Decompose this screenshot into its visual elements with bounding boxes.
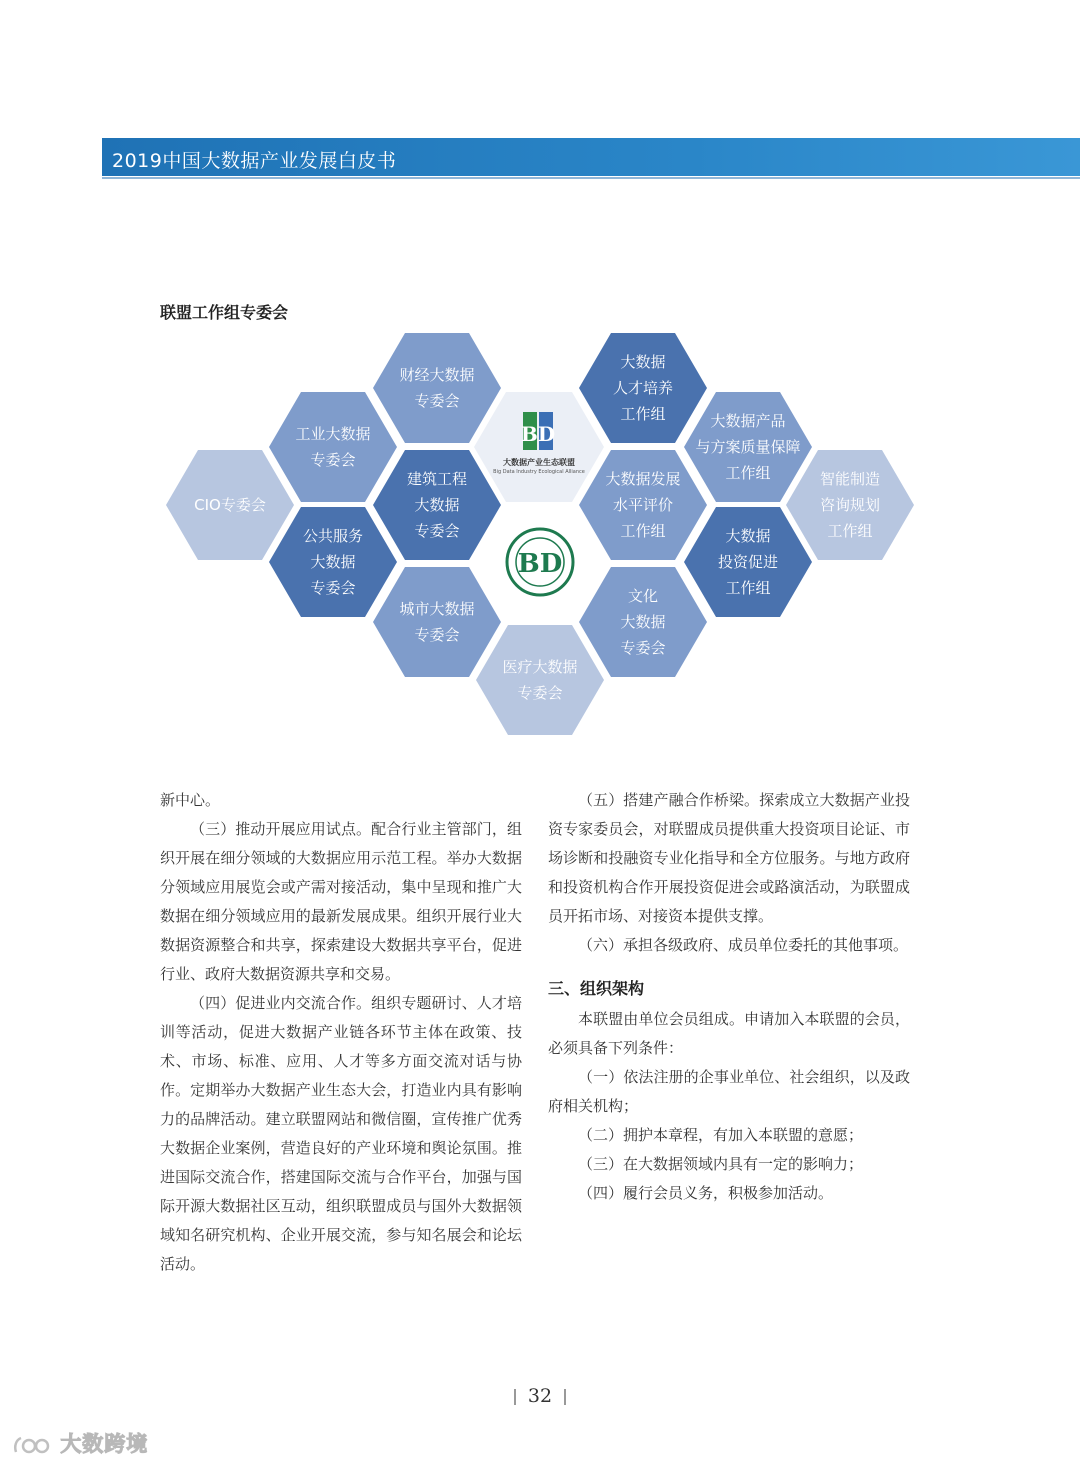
hex-label: 工业大数据 (295, 425, 371, 443)
hex-label: 专委会 (414, 392, 460, 410)
hex-shape (373, 333, 501, 443)
hex-label: 水平评价 (612, 496, 674, 514)
hex-label: 专委会 (310, 579, 356, 597)
hex-label: 与方案质量保障 (695, 438, 801, 456)
hex-label: 专委会 (414, 522, 460, 540)
hex-cell (579, 567, 707, 677)
membership-condition: （二）拥护本章程，有加入本联盟的意愿； (578, 1126, 864, 1144)
watermark-text: 大数跨境 (60, 1432, 149, 1456)
hex-shape (476, 625, 604, 735)
alliance-logo (474, 392, 604, 502)
hex-label: 投资促进 (717, 553, 779, 571)
page-number-bar-right (564, 1389, 566, 1405)
watermark (12, 1428, 148, 1458)
hex-label: 大数据 (310, 553, 356, 571)
left-paragraph: 新中心。 (160, 791, 221, 809)
right-paragraph-6: （六）承担各级政府、成员单位委托的其他事项。 (578, 936, 909, 954)
hex-label: 大数据产品 (710, 412, 786, 430)
left-column (160, 786, 522, 1279)
hex-label: 大数据 (620, 613, 666, 631)
college-logo (504, 526, 576, 598)
hex-cell (786, 450, 914, 560)
page-number (0, 1385, 1080, 1407)
hex-label: 专委会 (620, 639, 666, 657)
hex-label: 文化 (627, 587, 659, 605)
hex-label: 建筑工程 (406, 470, 468, 488)
alliance-logo-subtitle: Big Data Industry Ecological Alliance (493, 469, 585, 475)
membership-condition: （三）在大数据领域内具有一定的影响力； (578, 1155, 864, 1173)
hex-cell (373, 450, 501, 560)
hex-label: 专委会 (414, 626, 460, 644)
hex-label: 工作组 (725, 464, 771, 482)
watermark-logo-icon (12, 1434, 52, 1456)
hex-cell (269, 392, 397, 502)
hex-cell (579, 333, 707, 443)
hex-shape (373, 567, 501, 677)
hex-cell (476, 625, 604, 735)
alliance-logo-title: 大数据产业生态联盟 (503, 458, 575, 467)
hex-label: 大数据 (725, 527, 771, 545)
membership-intro: 本联盟由单位会员组成。申请加入本联盟的会员，必须具备下列条件： (548, 1010, 910, 1057)
hex-cell (684, 392, 812, 502)
hex-shape (269, 392, 397, 502)
document-title: 2019中国大数据产业发展白皮书 (112, 150, 397, 172)
section-title: 三、组织架构 (548, 979, 645, 998)
hex-label: 专委会 (517, 684, 563, 702)
hex-label: CIO专委会 (194, 496, 266, 514)
page-number-bar-left (514, 1389, 516, 1405)
diagram-heading: 联盟工作组专委会 (160, 303, 289, 322)
hex-label: 财经大数据 (399, 366, 475, 384)
hex-label: 大数据 (414, 496, 460, 514)
hex-label: 工作组 (620, 522, 666, 540)
hex-label: 城市大数据 (399, 600, 475, 618)
hex-cell (269, 507, 397, 617)
hex-label: 工作组 (827, 522, 873, 540)
page-number-value: 32 (527, 1385, 553, 1407)
hex-cell (579, 450, 707, 560)
membership-condition: （一）依法注册的企事业单位、社会组织，以及政府相关机构； (548, 1068, 910, 1115)
college-logo-letters: BD (517, 549, 563, 579)
hex-label: 工作组 (620, 405, 666, 423)
hex-label: 医疗大数据 (502, 658, 578, 676)
hex-label: 大数据 (620, 353, 666, 371)
alliance-logo-letters: BD (520, 422, 556, 446)
hex-cell (684, 507, 812, 617)
right-paragraph-5: （五）搭建产融合作桥梁。探索成立大数据产业投资专家委员会，对联盟成员提供重大投资项目论证、市场诊断和投融资专业化指导和全方位服务。与地方政府和投资机构合作开展投资促进会或路演活动，为联盟成员开拓市场、对接资本提供支撑。 (548, 791, 910, 925)
hex-label: 工作组 (725, 579, 771, 597)
hex-label: 咨询规划 (819, 496, 881, 514)
hex-label: 专委会 (310, 451, 356, 469)
hex-label: 大数据发展 (605, 470, 681, 488)
hex-cell (373, 567, 501, 677)
membership-condition: （四）履行会员义务，积极参加活动。 (578, 1184, 834, 1202)
hex-label: 公共服务 (302, 527, 364, 545)
left-paragraph: （四）促进业内交流合作。组织专题研讨、人才培训等活动，促进大数据产业链各环节主体在政策、技术、市场、标准、应用、人才等多方面交流对话与协作。定期举办大数据产业生态大会，打造业内具有影响力的品牌活动。建立联盟网站和微信圈，宣传推广优秀大数据企业案例，营造良好的产业环境和舆论氛围。推进国际交流合作，搭建国际交流与合作平台，加强与国际开源大数据社区互动，组织联盟成员与国外大数据领域知名研究机构、企业开展交流，参与知名展会和论坛活动。 (160, 994, 522, 1273)
right-column (548, 786, 910, 1208)
hex-label: 智能制造 (819, 470, 881, 488)
hex-cell (373, 333, 501, 443)
hex-label: 人才培养 (612, 379, 674, 397)
hex-cell (166, 450, 294, 560)
left-paragraph: （三）推动开展应用试点。配合行业主管部门，组织开展在细分领域的大数据应用示范工程。举办大数据分领域应用展览会或产需对接活动，集中呈现和推广大数据在细分领域应用的最新发展成果。组织开展行业大数据资源整合和共享，探索建设大数据共享平台，促进行业、政府大数据资源共享和交易。 (160, 820, 522, 983)
